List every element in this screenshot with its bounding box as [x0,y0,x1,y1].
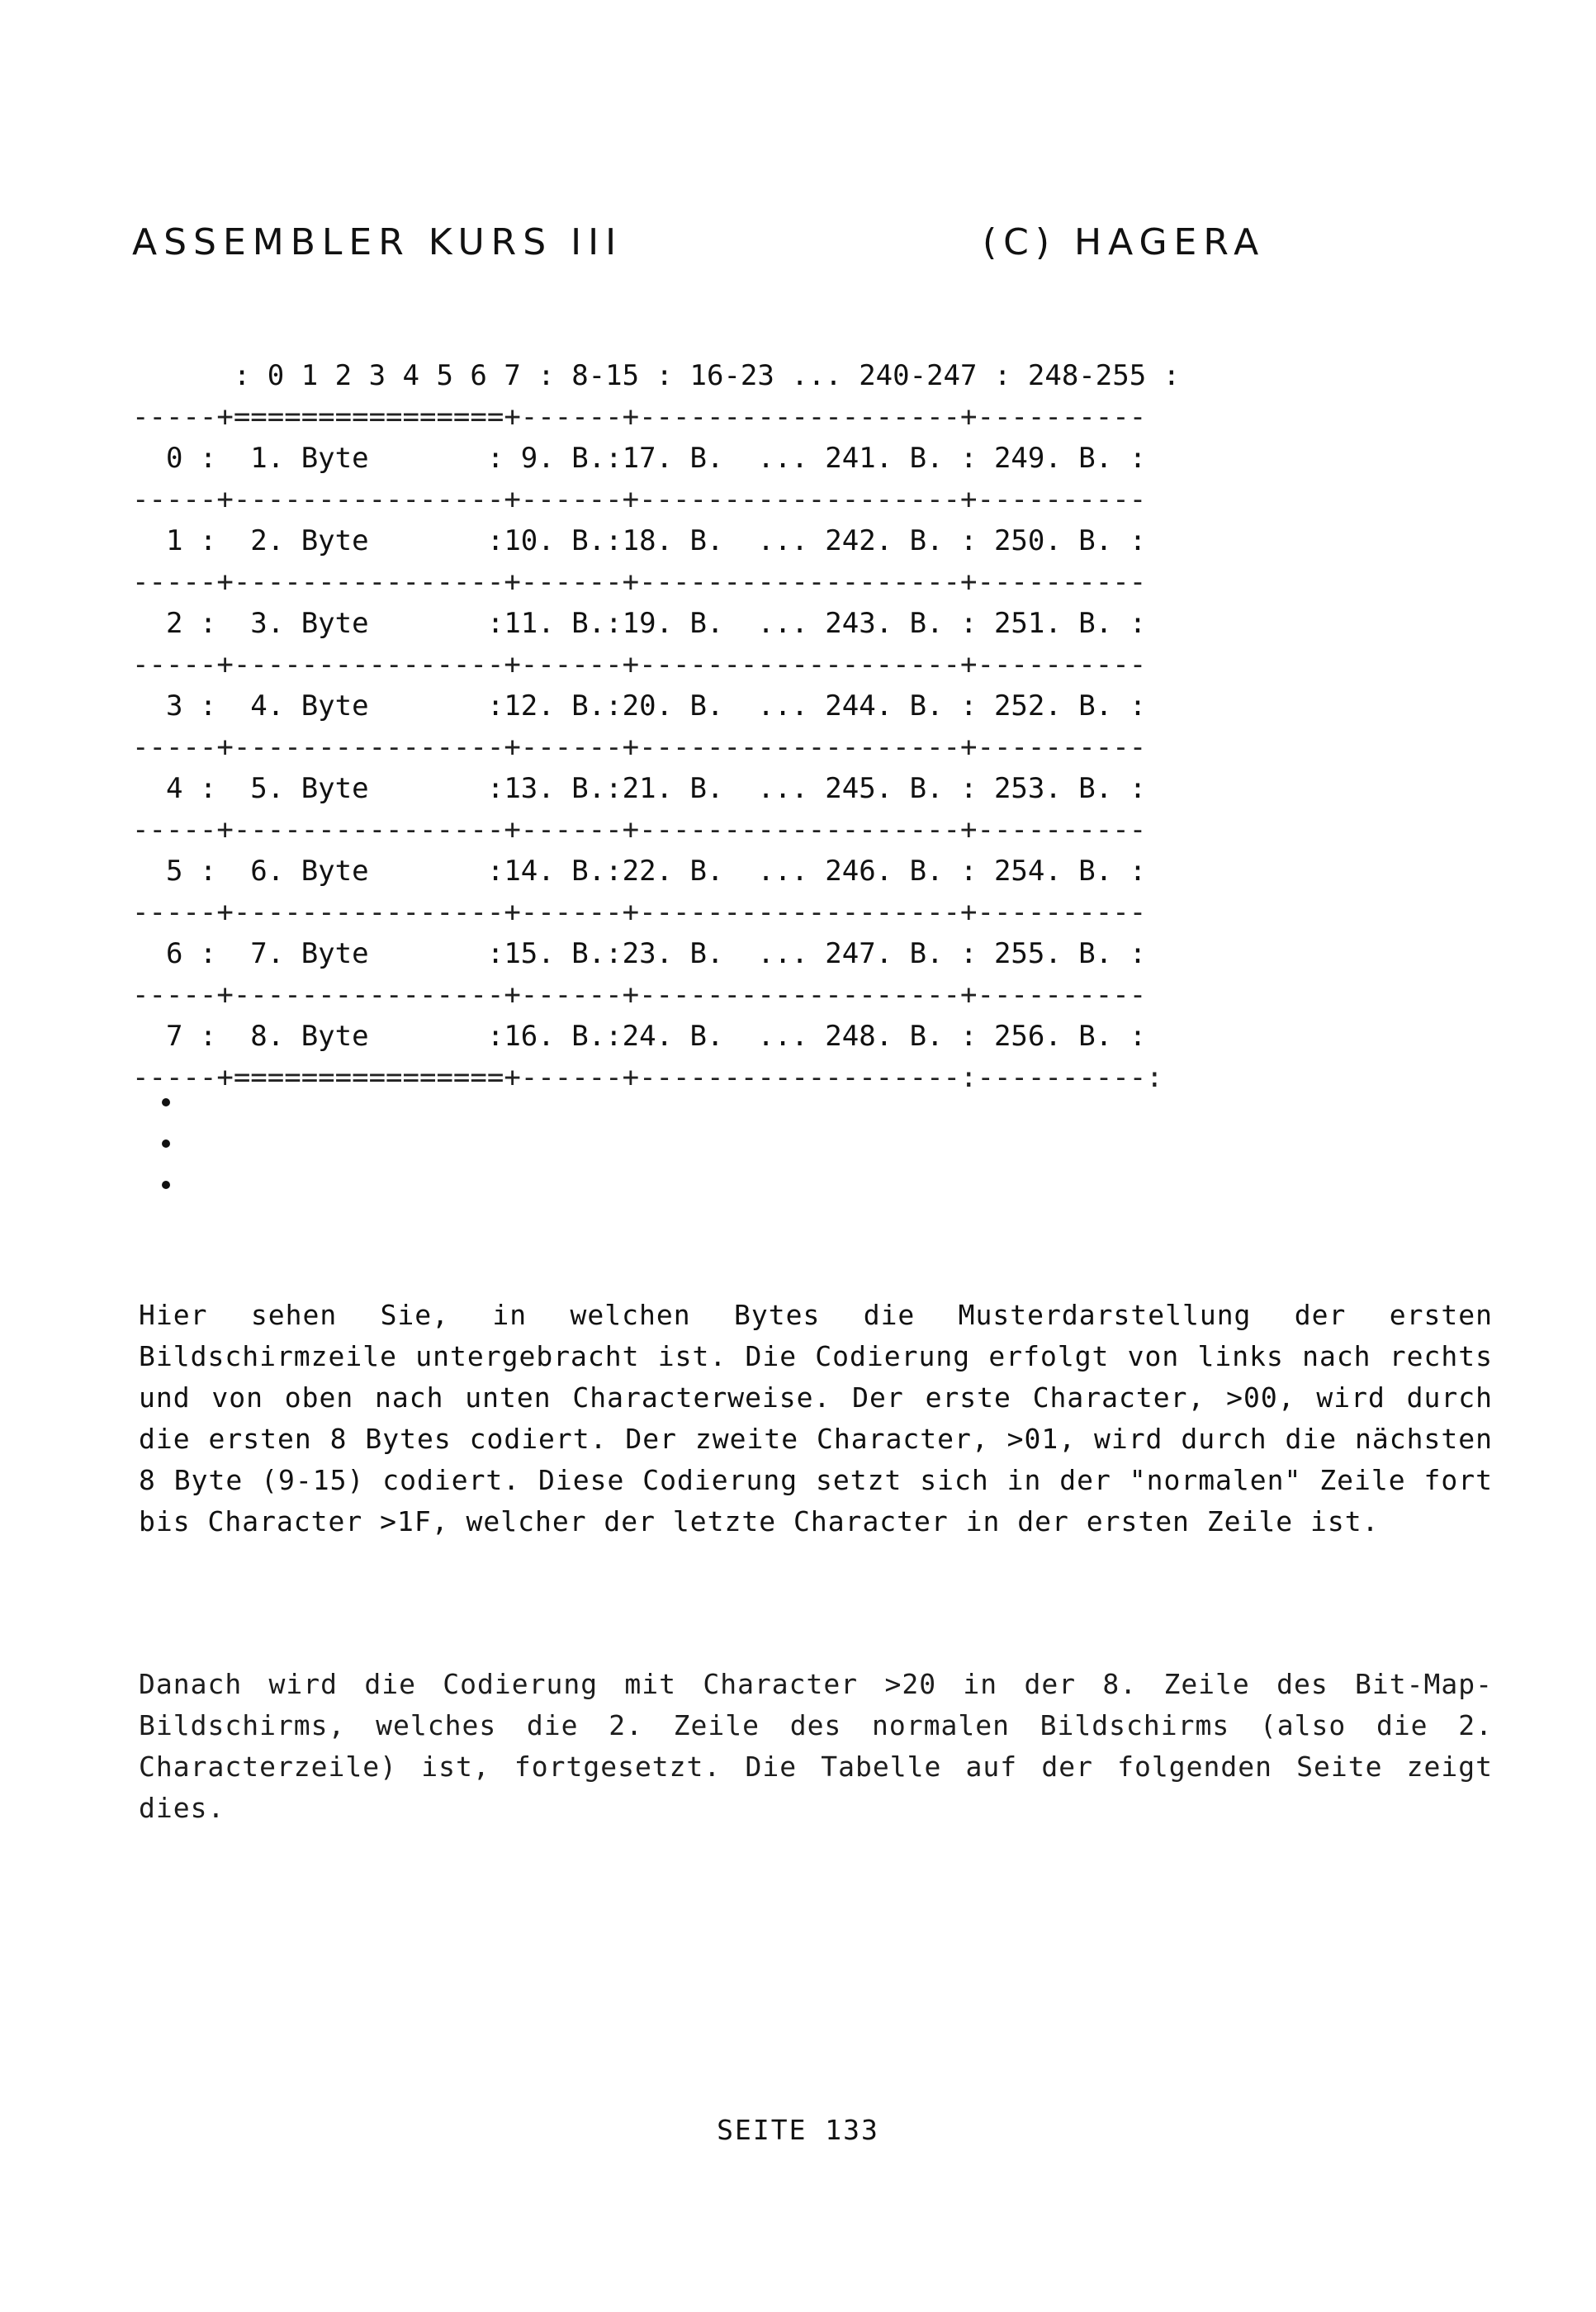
table-row: 1 : 2. Byte :10. B.:18. B. ... 242. B. : 250. B. : [132,524,1147,557]
table-row: 3 : 4. Byte :12. B.:20. B. ... 244. B. : 252. B. : [132,689,1147,722]
table-separator: -----+----------------+------+-------------------+---------- [132,483,1147,516]
table-separator: -----+----------------+------+-------------------+---------- [132,731,1147,764]
page-number: SEITE 133 [717,2114,879,2146]
table-header-row: : 0 1 2 3 4 5 6 7 : 8-15 : 16-23 ... 240-247 : 248-255 : [132,359,1181,392]
body-paragraph-2 [139,1664,1493,1829]
ellipsis-dot [162,1098,170,1106]
table-row: 5 : 6. Byte :14. B.:22. B. ... 246. B. : 254. B. : [132,855,1147,888]
body-paragraph-1 [139,1295,1493,1542]
table-separator: -----+----------------+------+-------------------+---------- [132,978,1147,1012]
table-row: 7 : 8. Byte :16. B.:24. B. ... 248. B. : 256. B. : [132,1020,1147,1053]
course-title: ASSEMBLER KURS III [132,221,623,263]
ellipsis-dot [162,1181,170,1189]
ellipsis-dot [162,1139,170,1148]
table-separator: -----+================+------+-------------------:----------: [132,1061,1163,1094]
table-separator: -----+================+------+-------------------+---------- [132,400,1147,434]
page-header [132,221,1420,287]
table-separator: -----+----------------+------+-------------------+---------- [132,896,1147,929]
table-row: 6 : 7. Byte :15. B.:23. B. ... 247. B. : 255. B. : [132,937,1147,970]
copyright-notice: (C) HAGERA [983,221,1266,263]
table-separator: -----+----------------+------+-------------------+---------- [132,813,1147,846]
paragraph-text: Danach wird die Codierung mit Character >20 in der 8. Zeile des Bit-Map-Bildschirms, welches die 2. Zeile des normalen Bildschirms (also die 2. Characterzeile) ist, fortgesetzt. Die Tabelle auf der folgenden Seite zeigt dies. [139,1668,1493,1824]
table-row: 0 : 1. Byte : 9. B.:17. B. ... 241. B. : 249. B. : [132,442,1147,475]
table-separator: -----+----------------+------+-------------------+---------- [132,566,1147,599]
table-row: 2 : 3. Byte :11. B.:19. B. ... 243. B. : 251. B. : [132,607,1147,640]
paragraph-text: Hier sehen Sie, in welchen Bytes die Musterdarstellung der ersten Bildschirmzeile untergebracht ist. Die Codierung erfolgt von links nach rechts und von oben nach unten Characterweise. Der erste Character, >00, wird durch die ersten 8 Bytes codiert. Der zweite Character, >01, wird durch die nächsten 8 Byte (9-15) codiert. Diese Codierung setzt sich in der "normalen" Zeile fort bis Character >1F, welcher der letzte Character in der ersten Zeile ist. [139,1299,1493,1537]
table-separator: -----+----------------+------+-------------------+---------- [132,648,1147,681]
table-row: 4 : 5. Byte :13. B.:21. B. ... 245. B. : 253. B. : [132,772,1147,805]
